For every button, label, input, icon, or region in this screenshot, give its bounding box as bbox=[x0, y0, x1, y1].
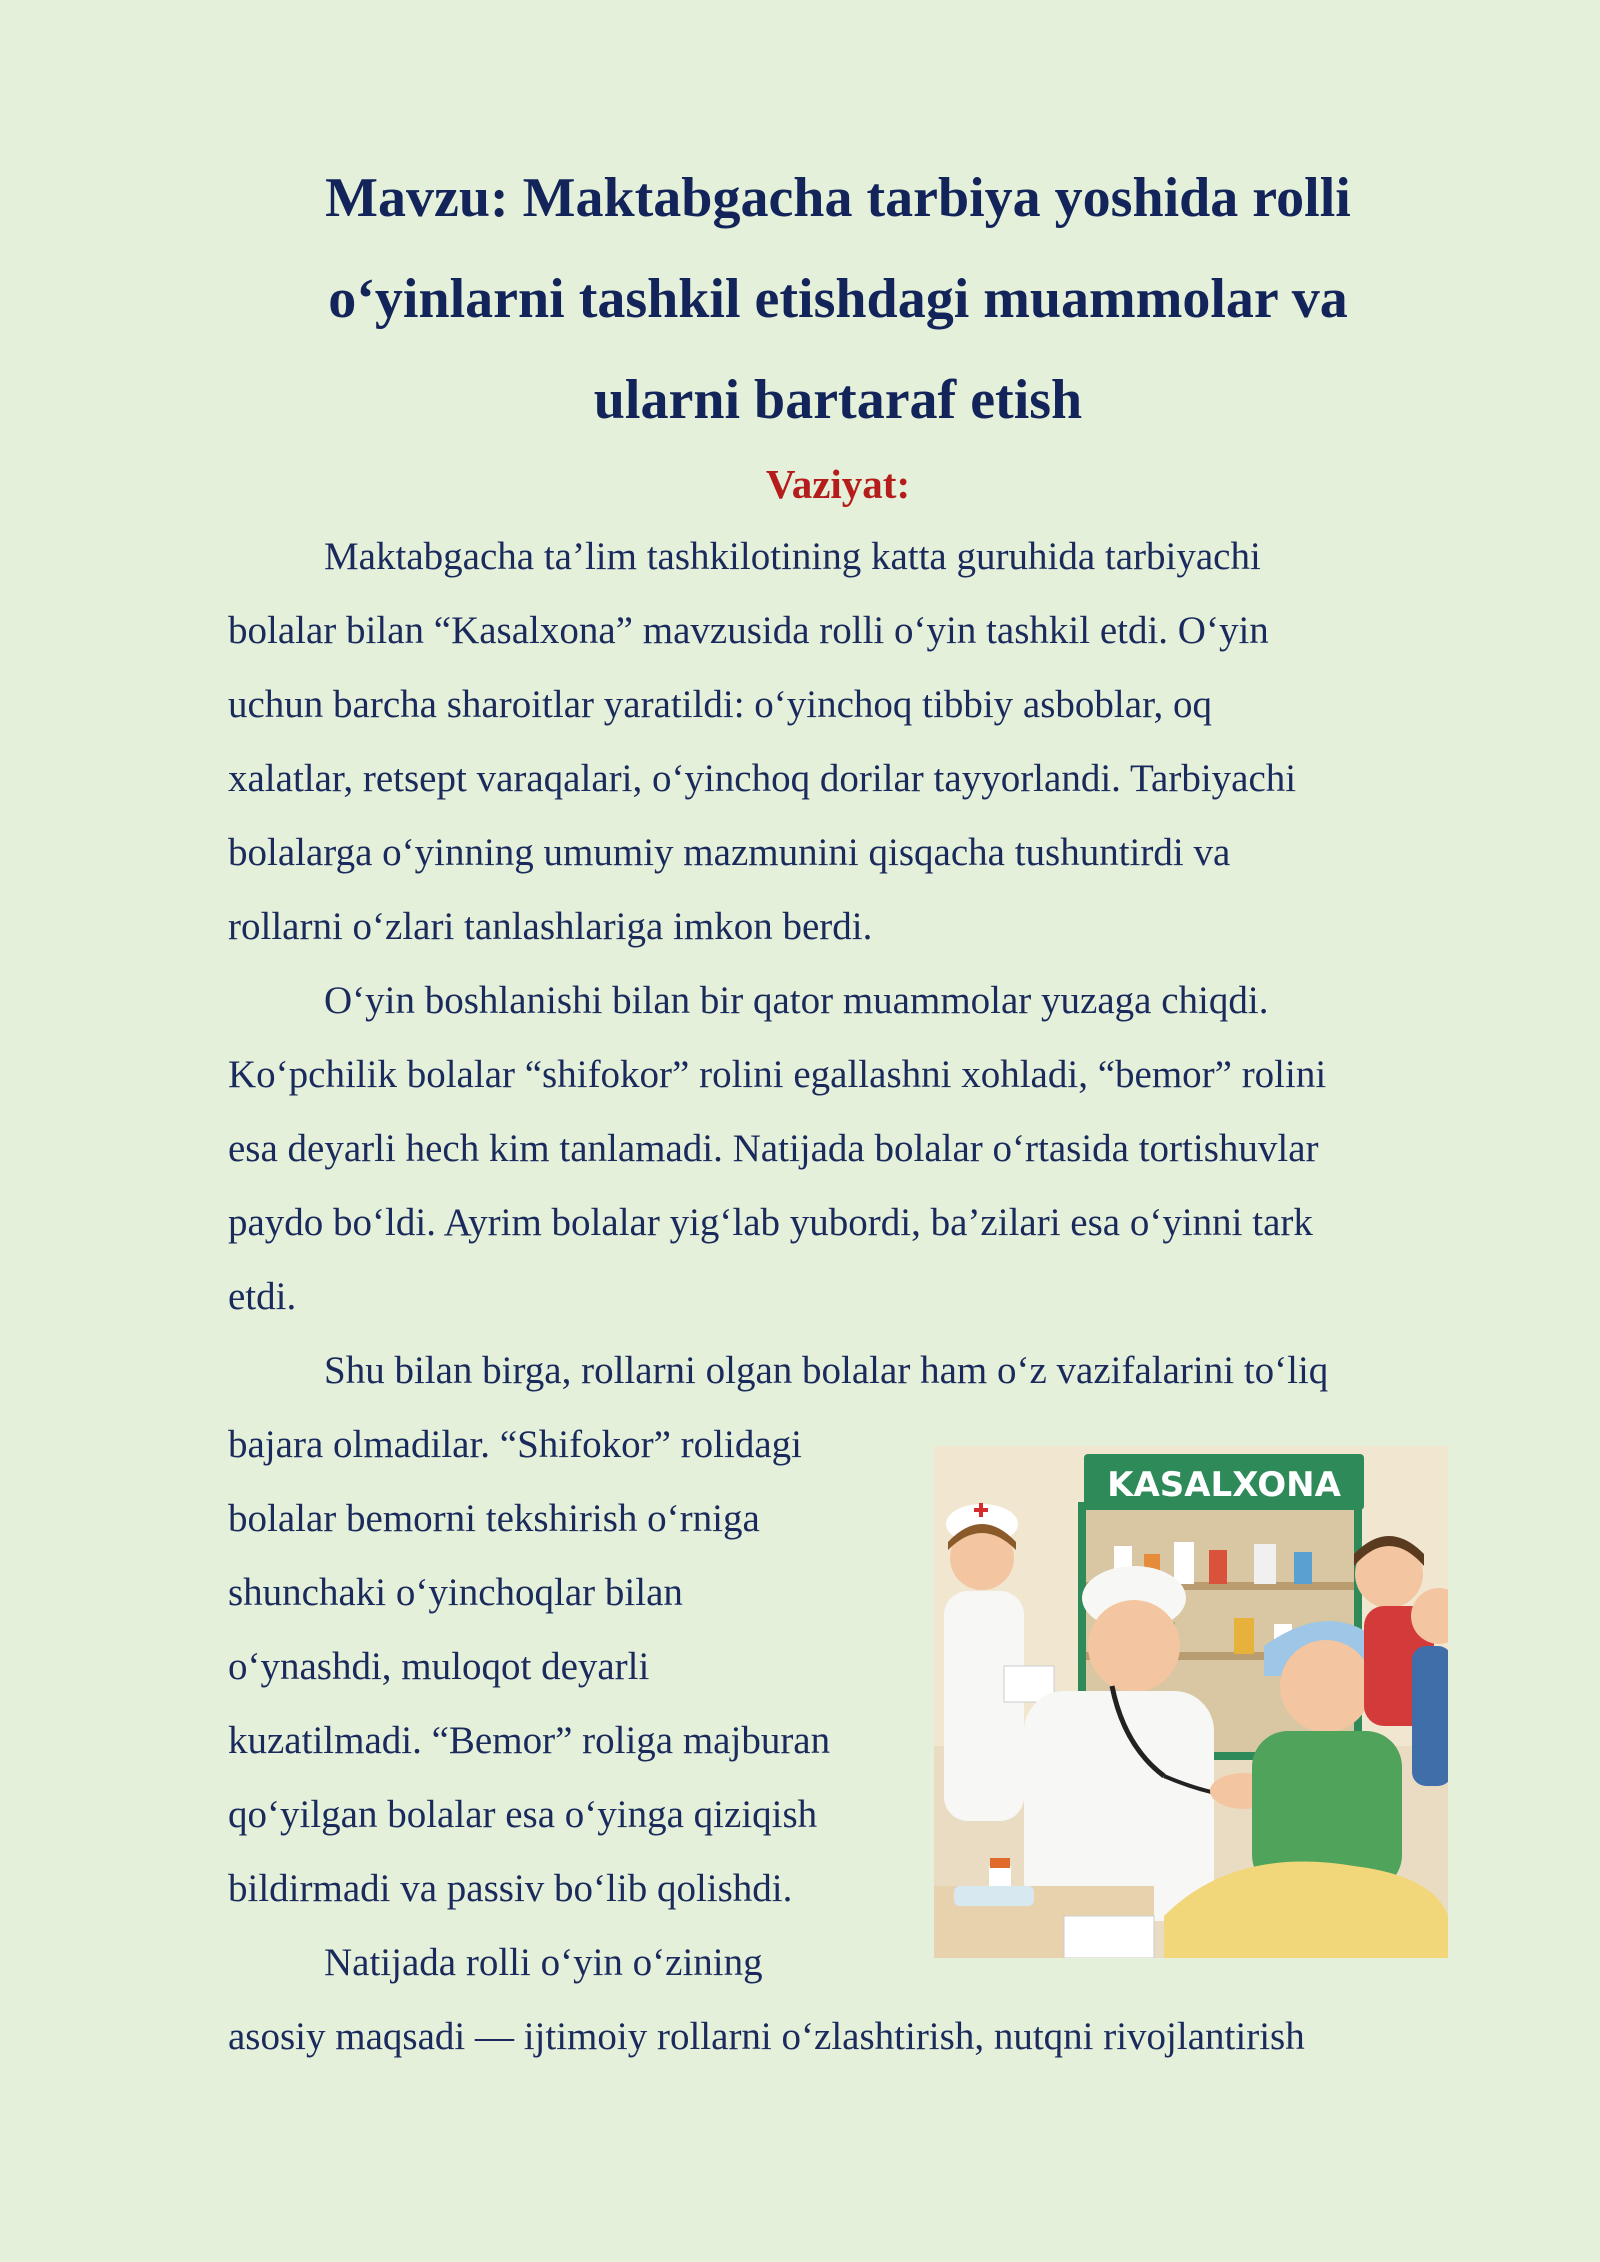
text-line: esa deyarli hech kim tanlamadi. Natijada bolalar o‘rtasida tortishuvlar bbox=[228, 1127, 1319, 1170]
hospital-play-illustration bbox=[934, 1446, 1448, 1958]
text-line: shunchaki o‘yinchoqlar bilan bbox=[228, 1571, 683, 1614]
title-line-1: Mavzu: Maktabgacha tarbiya yoshida rolli bbox=[325, 167, 1351, 229]
text-line: asosiy maqsadi — ijtimoiy rollarni o‘zlashtirish, nutqni rivojlantirish bbox=[228, 2015, 1305, 2058]
text-line: o‘ynashdi, muloqot deyarli bbox=[228, 1645, 650, 1688]
title-line-3: ularni bartaraf etish bbox=[593, 369, 1083, 431]
text-line: bolalarga o‘yinning umumiy mazmunini qisqacha tushuntirdi va bbox=[228, 831, 1231, 874]
text-line: bolalar bilan “Kasalxona” mavzusida rolli o‘yin tashkil etdi. O‘yin bbox=[228, 609, 1269, 652]
text-line: O‘yin boshlanishi bilan bir qator muammolar yuzaga chiqdi. bbox=[324, 979, 1269, 1022]
text-line: bajara olmadilar. “Shifokor” rolidagi bbox=[228, 1423, 802, 1466]
text-line: bolalar bemorni tekshirish o‘rniga bbox=[228, 1497, 760, 1540]
illustration-sign-text: KASALXONA bbox=[1107, 1465, 1341, 1505]
text-line: Shu bilan birga, rollarni olgan bolalar ham o‘z vazifalarini to‘liq bbox=[324, 1349, 1329, 1392]
text-line: xalatlar, retsept varaqalari, o‘yinchoq dorilar tayyorlandi. Tarbiyachi bbox=[228, 757, 1297, 800]
text-line: rollarni o‘zlari tanlashlariga imkon berdi. bbox=[228, 905, 873, 948]
illustration-svg bbox=[934, 1446, 1448, 1958]
text-line: kuzatilmadi. “Bemor” roliga majburan bbox=[228, 1719, 831, 1762]
section-heading: Vaziyat: bbox=[765, 461, 911, 507]
text-line: paydo bo‘ldi. Ayrim bolalar yig‘lab yubordi, ba’zilari esa o‘yinni tark bbox=[228, 1201, 1313, 1244]
text-line: etdi. bbox=[228, 1275, 297, 1318]
text-line: Maktabgacha ta’lim tashkilotining katta guruhida tarbiyachi bbox=[324, 535, 1261, 578]
text-line: Ko‘pchilik bolalar “shifokor” rolini egallashni xohladi, “bemor” rolini bbox=[228, 1053, 1327, 1096]
page-title bbox=[228, 148, 1448, 451]
text-line: uchun barcha sharoitlar yaratildi: o‘yinchoq tibbiy asboblar, oq bbox=[228, 683, 1212, 726]
title-line-2: o‘yinlarni tashkil etishdagi muammolar va bbox=[328, 268, 1348, 330]
text-line: qo‘yilgan bolalar esa o‘yinga qiziqish bbox=[228, 1793, 818, 1836]
text-line: Natijada rolli o‘yin o‘zining bbox=[324, 1941, 763, 1984]
text-line: bildirmadi va passiv bo‘lib qolishdi. bbox=[228, 1867, 793, 1910]
